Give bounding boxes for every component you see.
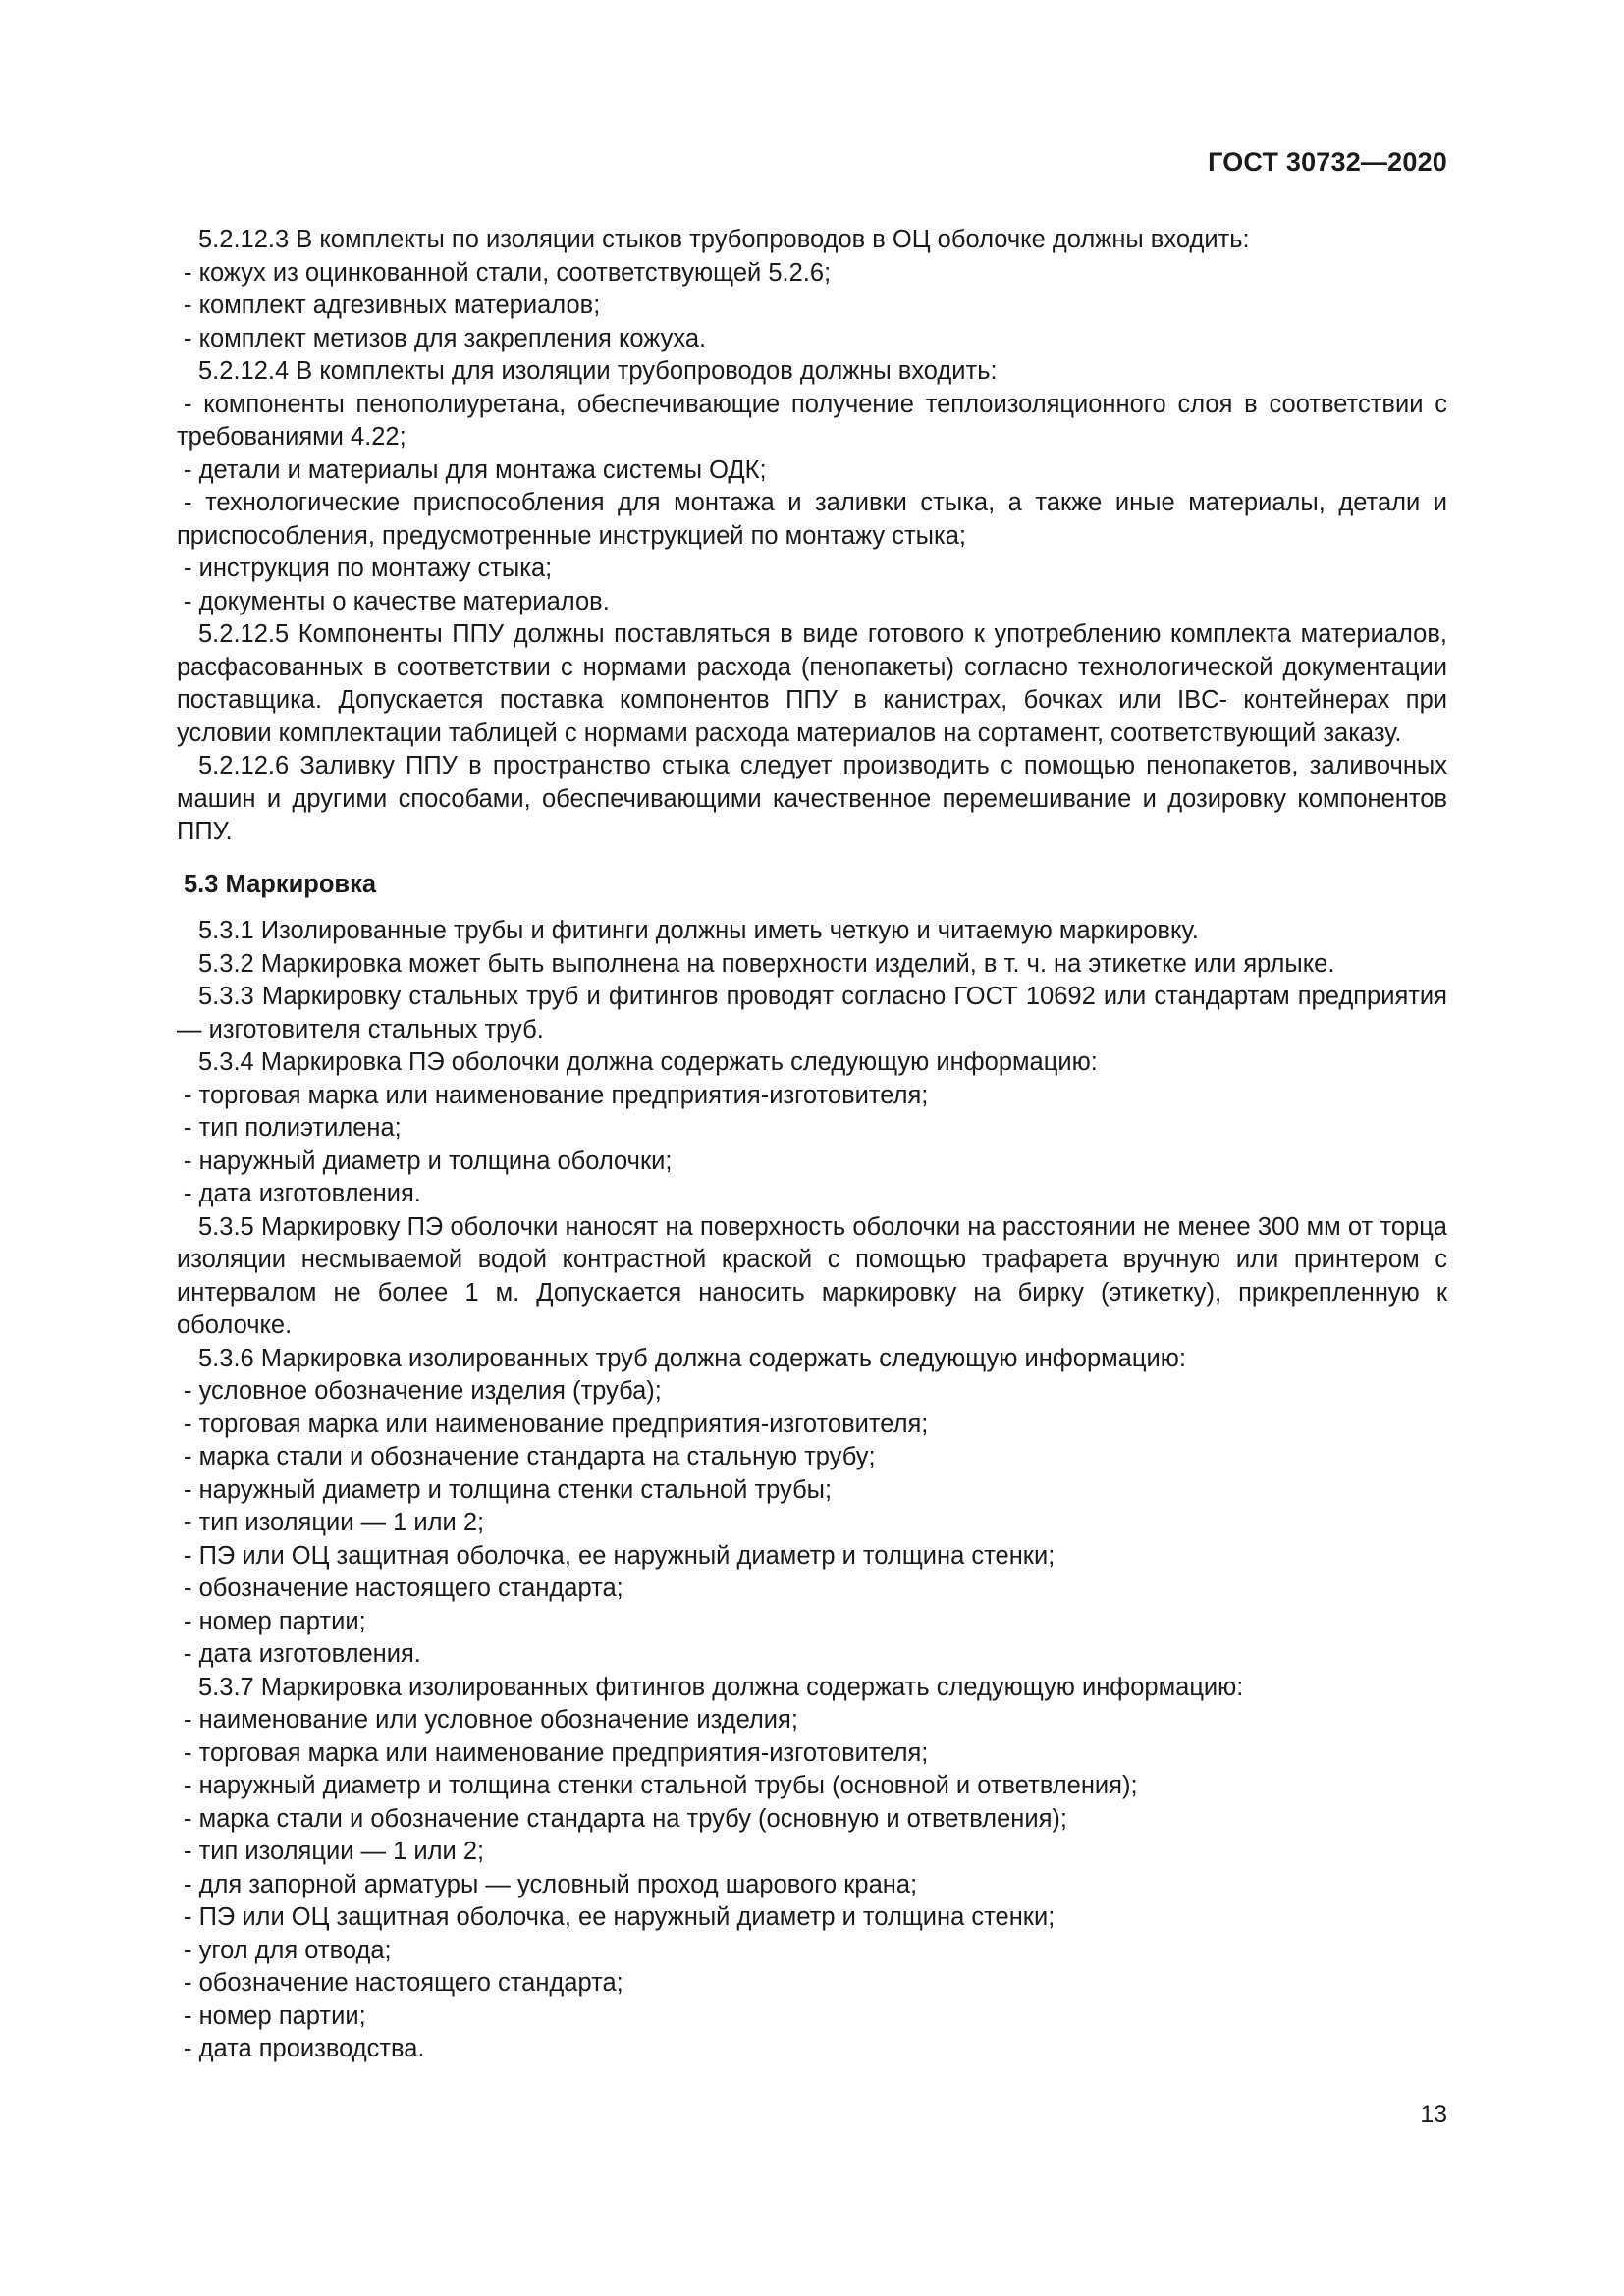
- list-item: - документы о качестве материалов.: [184, 587, 610, 615]
- list-item: - инструкция по монтажу стыка;: [184, 555, 553, 582]
- list-item: - тип изоляции — 1 или 2;: [184, 1509, 485, 1536]
- section-heading: 5.3 Маркировка: [184, 870, 377, 898]
- clause-paragraph: 5.2.12.6 Заливку ППУ в пространство стыка следует производить с помощью пенопакетов, заливочных машин и другими способами, обеспечивающими качественное перемешивание и дозировку компонентов ППУ.: [177, 752, 1447, 845]
- list-item: - торговая марка или наименование предприятия-изготовителя;: [184, 1410, 929, 1438]
- list-item: - обозначение настоящего стандарта;: [184, 1969, 623, 1997]
- list-item: - детали и материалы для монтажа системы ОДК;: [184, 455, 767, 484]
- list-item: - торговая марка или наименование предприятия-изготовителя;: [184, 1081, 929, 1109]
- list-item: - комплект адгезивных материалов;: [184, 292, 601, 319]
- list-item: - номер партии;: [184, 2002, 366, 2030]
- list-item: - комплект метизов для закрепления кожуха.: [184, 324, 707, 352]
- clause-paragraph: 5.2.12.5 Компоненты ППУ должны поставляться в виде готового к употреблению комплекта материалов, расфасованных в соответствии с нормами расхода (пенопакеты) согласно технологической документации поставщика. Допускается поставка компонентов ППУ в канистрах, бочках или IBC- контейнерах при условии комплектации таблицей с нормами расхода материалов на сортамент, соответствующий заказу.: [177, 620, 1447, 747]
- list-item: - кожух из оцинкованной стали, соответствующей 5.2.6;: [184, 258, 832, 287]
- list-item: - торговая марка или наименование предприятия-изготовителя;: [184, 1738, 929, 1767]
- clause-paragraph: 5.2.12.4 В комплекты для изоляции трубопроводов должны входить:: [198, 357, 998, 385]
- clause-paragraph: 5.3.3 Маркировку стальных труб и фитингов проводят согласно ГОСТ 10692 или стандартам предприятия — изготовителя стальных труб.: [177, 983, 1447, 1043]
- clause-5-3-block: [177, 915, 1447, 2066]
- clause-paragraph: 5.3.7 Маркировка изолированных фитингов должна содержать следующую информацию:: [198, 1673, 1244, 1701]
- page-number: 13: [1420, 2101, 1447, 2128]
- list-item: - дата изготовления.: [184, 1640, 421, 1668]
- list-item: - наименование или условное обозначение изделия;: [184, 1706, 798, 1734]
- clause-5-2-12-block: [177, 224, 1447, 849]
- clause-paragraph: 5.3.6 Маркировка изолированных труб должна содержать следующую информацию:: [198, 1344, 1186, 1372]
- clause-paragraph: 5.3.2 Маркировка может быть выполнена на поверхности изделий, в т. ч. на этикетке или ярлыке.: [198, 949, 1335, 978]
- list-item: - номер партии;: [184, 1607, 366, 1635]
- list-item: - марка стали и обозначение стандарта на стальную трубу;: [184, 1443, 876, 1470]
- list-item: - ПЭ или ОЦ защитная оболочка, ее наружный диаметр и толщина стенки;: [184, 1903, 1056, 1931]
- clause-paragraph: 5.2.12.3 В комплекты по изоляции стыков трубопроводов в ОЦ оболочке должны входить:: [198, 226, 1250, 253]
- list-item: - ПЭ или ОЦ защитная оболочка, ее наружный диаметр и толщина стенки;: [184, 1541, 1056, 1570]
- list-item: - марка стали и обозначение стандарта на трубу (основную и ответвления);: [184, 1804, 1067, 1833]
- list-item: - наружный диаметр и толщина стенки стальной трубы (основной и ответвления);: [184, 1772, 1138, 1799]
- list-item: - наружный диаметр и толщина стенки стальной трубы;: [184, 1475, 833, 1504]
- document-body: [177, 224, 1447, 2066]
- document-header: ГОСТ 30732—2020: [1208, 147, 1447, 177]
- clause-paragraph: 5.3.5 Маркировку ПЭ оболочки наносят на поверхность оболочки на расстоянии не менее 300 мм от торца изоляции несмываемой водой контрастной краской с помощью трафарета вручную или принтером с интервалом не более 1 м. Допускается наносить маркировку на бирку (этикетку), прикрепленную к оболочке.: [177, 1212, 1447, 1339]
- list-item: - компоненты пенополиуретана, обеспечивающие получение теплоизоляционного слоя в соответствии с требованиями 4.22;: [177, 390, 1447, 451]
- clause-paragraph: 5.3.4 Маркировка ПЭ оболочки должна содержать следующую информацию:: [198, 1048, 1098, 1076]
- list-item: - для запорной арматуры — условный проход шарового крана;: [184, 1870, 918, 1898]
- list-item: - дата изготовления.: [184, 1180, 421, 1207]
- list-item: - обозначение настоящего стандарта;: [184, 1575, 623, 1602]
- clause-paragraph: 5.3.1 Изолированные трубы и фитинги должны иметь четкую и читаемую маркировку.: [198, 917, 1199, 944]
- list-item: - дата производства.: [184, 2035, 425, 2062]
- list-item: - тип полиэтилена;: [184, 1114, 402, 1142]
- list-item: - тип изоляции — 1 или 2;: [184, 1838, 485, 1865]
- list-item: - технологические приспособления для монтажа и заливки стыка, а также иные материалы, детали и приспособления, предусмотренные инструкцией по монтажу стыка;: [177, 489, 1447, 550]
- list-item: - наружный диаметр и толщина оболочки;: [184, 1147, 673, 1175]
- list-item: - условное обозначение изделия (труба);: [184, 1377, 662, 1405]
- list-item: - угол для отвода;: [184, 1936, 392, 1964]
